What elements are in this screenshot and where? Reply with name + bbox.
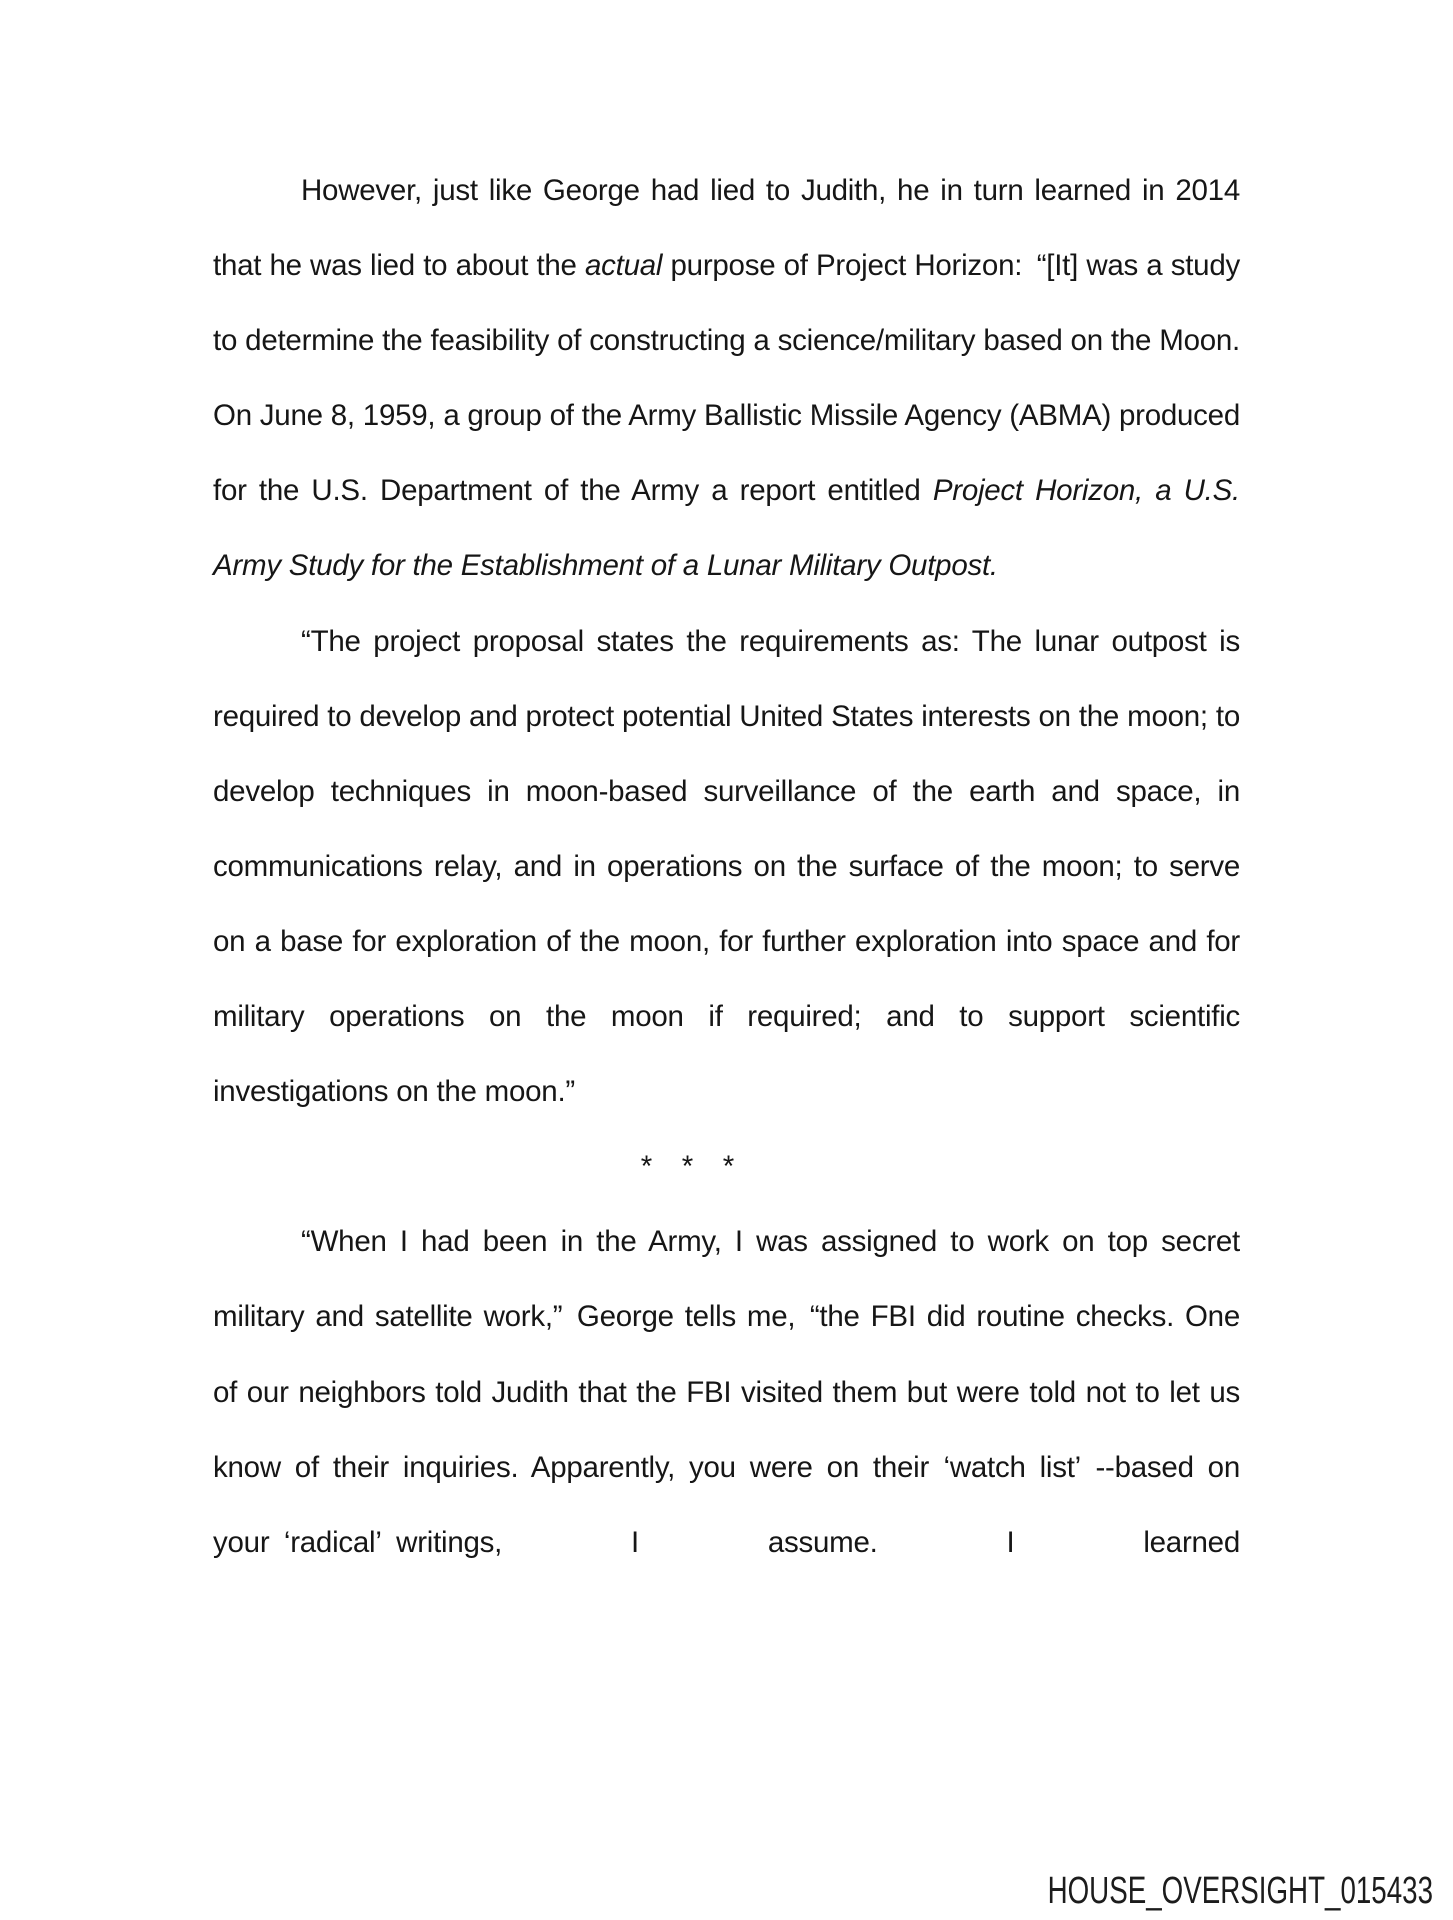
document-body <box>213 153 1240 1580</box>
paragraph <box>213 1204 1240 1579</box>
section-break <box>213 1129 1240 1204</box>
text-run: However, just like George had lied to Judith, he in turn learned in 2014 that he was lied to about the <box>213 174 1240 283</box>
text-run: “The project proposal states the requirements as: The lunar outpost is required to develop and protect potential United States interests on the moon; to develop techniques in moon-based surveillance of the earth and space, in communications relay, and in operations on the surface of the moon; to serve on a base for exploration of the moon, for further exploration into space and for military operations on the moon if required; and to support scientific investigations on the moon.” <box>213 624 1240 1109</box>
text-run: “When I had been in the Army, I was assigned to work on top secret military and satellite work,” George tells me, “the FBI did routine checks. One of our neighbors told Judith that the FBI visited them but were told not to let us know of their inquiries. Apparently, you were on their ‘watch list’ --based on your ‘radical’ writings, I assume. I learned <box>213 1225 1240 1559</box>
paragraph <box>213 604 1240 1130</box>
bates-number: HOUSE_OVERSIGHT_015433 <box>1047 1870 1433 1912</box>
paragraph <box>213 153 1240 604</box>
text-run: purpose of Project Horizon: “[It] was a study to determine the feasibility of constructing a science/military based on the Moon. On June 8, 1959, a group of the Army Ballistic Missile Agency (ABMA) produced for the U.S. Department of the Army a report entitled <box>213 249 1240 508</box>
text-run: * * * <box>640 1150 735 1184</box>
italic-text-run: Project Horizon, a U.S. Army Study for the Establishment of a Lunar Military Outpost. <box>213 474 1240 583</box>
italic-text-run: actual <box>585 249 663 283</box>
